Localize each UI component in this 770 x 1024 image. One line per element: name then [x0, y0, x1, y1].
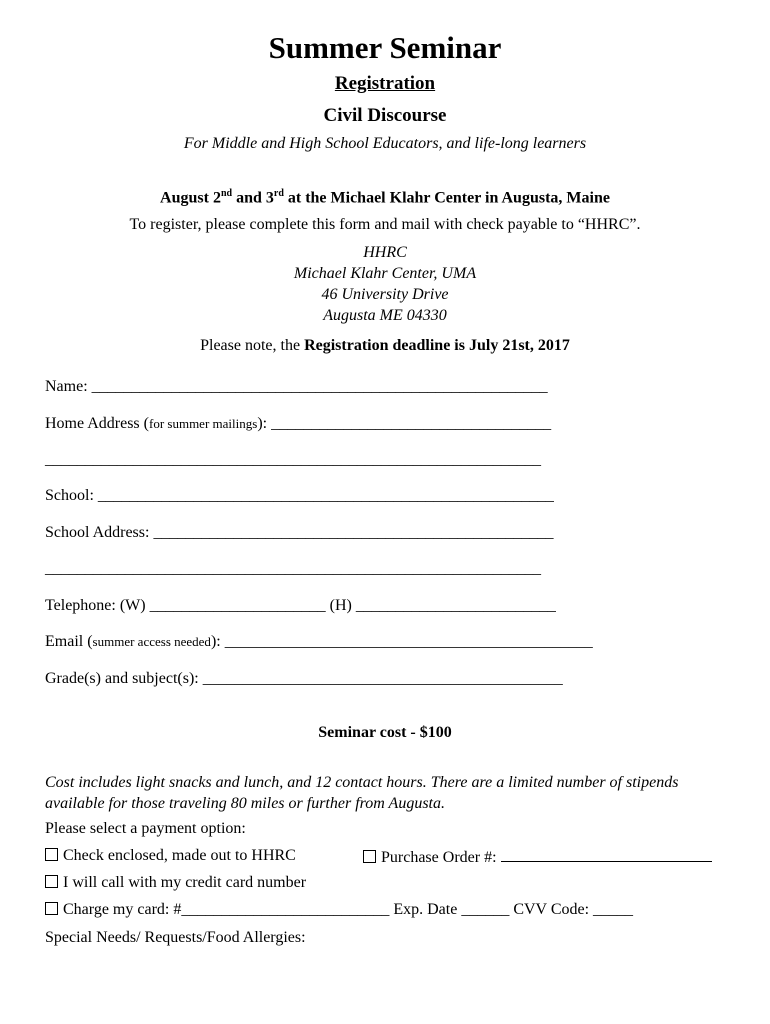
purchase-order-option[interactable]	[363, 847, 712, 867]
purchase-order-checkbox[interactable]	[363, 850, 376, 863]
name-field[interactable]	[45, 378, 548, 396]
telephone-h-line[interactable]: _________________________	[355, 597, 556, 614]
home-address-label: Home Address (	[45, 415, 149, 432]
school-address-field[interactable]	[45, 524, 553, 542]
address-line-2: Michael Klahr Center, UMA	[293, 265, 477, 282]
grades-label: Grade(s) and subject(s):	[45, 670, 203, 687]
seminar-dates	[0, 188, 770, 207]
telephone-w-line[interactable]: ______________________	[149, 597, 326, 614]
dates-part-c: at the Michael Klahr Center in Augusta, Maine	[283, 189, 610, 207]
address-line-4: Augusta ME 04330	[323, 307, 447, 324]
page-title: Summer Seminar	[268, 30, 502, 65]
email-line[interactable]: ______________________________________________	[224, 633, 593, 650]
check-label: Check enclosed, made out to HHRC	[63, 847, 296, 864]
home-address-close: ):	[257, 415, 272, 432]
grades-field[interactable]	[45, 670, 563, 688]
purchase-order-line[interactable]	[501, 847, 712, 862]
school-field[interactable]	[45, 487, 554, 505]
dates-sup-2: rd	[273, 188, 284, 199]
deadline-date: Registration deadline is July 21st, 2017	[304, 337, 570, 354]
registration-heading: Registration	[334, 73, 436, 94]
special-needs-label: Special Needs/ Requests/Food Allergies:	[45, 929, 306, 946]
home-address-note: for summer mailings	[148, 416, 258, 431]
school-label: School:	[45, 487, 98, 504]
check-checkbox[interactable]	[45, 848, 58, 861]
name-label: Name:	[45, 378, 92, 395]
cost-note: Cost includes light snacks and lunch, and 12 contact hours. There are a limited number of stipends available for those traveling 80 miles or further from Augusta.	[45, 774, 679, 812]
registration-instructions: To register, please complete this form and mail with check payable to “HHRC”.	[129, 216, 641, 233]
email-label: Email (	[45, 633, 93, 650]
seminar-subtitle: Civil Discourse	[323, 105, 447, 126]
home-address-line[interactable]: ___________________________________	[271, 415, 552, 432]
name-line[interactable]: _________________________________________________________	[91, 378, 548, 395]
telephone-field[interactable]	[45, 597, 556, 615]
home-address-field[interactable]	[45, 415, 551, 433]
address-line-1: HHRC	[363, 244, 407, 261]
dates-part-a: August 2	[160, 189, 221, 207]
credit-call-checkbox[interactable]	[45, 875, 58, 888]
credit-call-label: I will call with my credit card number	[63, 874, 307, 891]
deadline-prefix: Please note, the	[200, 337, 305, 354]
deadline-note	[0, 337, 770, 355]
email-close: ):	[210, 633, 225, 650]
exp-label: Exp. Date	[389, 901, 462, 918]
card-number-line[interactable]: __________________________	[181, 901, 390, 918]
school-address-line-2[interactable]: ______________________________________________________________	[45, 560, 541, 577]
charge-card-checkbox[interactable]	[45, 902, 58, 915]
charge-card-option[interactable]	[45, 901, 633, 919]
email-field[interactable]	[45, 633, 593, 651]
school-address-line[interactable]: __________________________________________________	[153, 524, 554, 541]
seminar-cost: Seminar cost - $100	[318, 724, 452, 741]
exp-line[interactable]: ______	[461, 901, 510, 918]
address-line-3: 46 University Drive	[321, 286, 449, 303]
telephone-w-label: Telephone: (W)	[45, 597, 150, 614]
school-address-label: School Address:	[45, 524, 154, 541]
school-line[interactable]: _________________________________________________________	[97, 487, 554, 504]
grades-line[interactable]: _____________________________________________	[202, 670, 563, 687]
cvv-line[interactable]: _____	[593, 901, 634, 918]
home-address-line-2[interactable]: ______________________________________________________________	[45, 451, 541, 468]
payment-prompt: Please select a payment option:	[45, 820, 246, 837]
email-note: summer access needed	[92, 634, 211, 649]
charge-card-label: Charge my card: #	[63, 901, 182, 918]
audience-line: For Middle and High School Educators, and life-long learners	[183, 135, 587, 152]
credit-call-option[interactable]	[45, 874, 306, 892]
dates-sup-1: nd	[220, 188, 233, 199]
check-option[interactable]	[45, 847, 296, 865]
dates-part-b: and 3	[232, 189, 274, 207]
telephone-h-label: (H)	[325, 597, 356, 614]
cvv-label: CVV Code:	[509, 901, 594, 918]
purchase-order-label: Purchase Order #:	[381, 849, 501, 866]
